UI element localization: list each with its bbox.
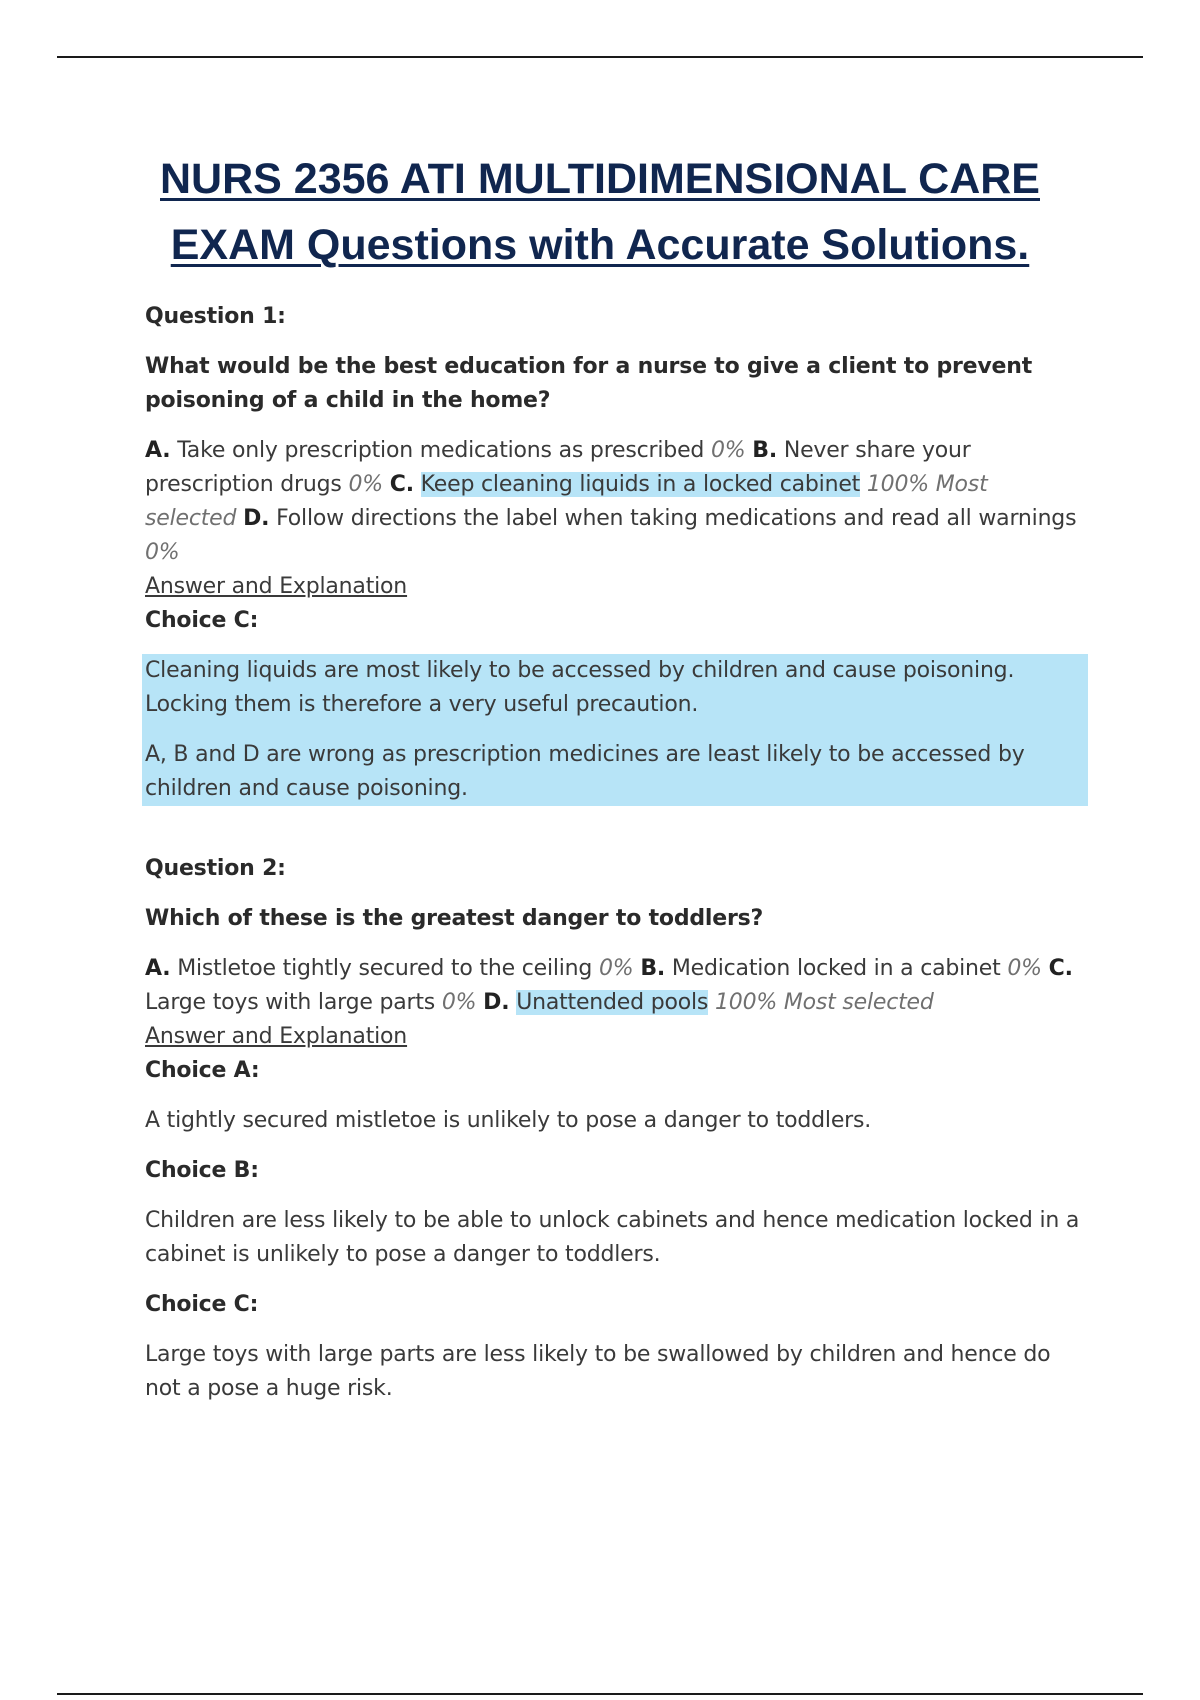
option-a-percent: 0% xyxy=(599,956,634,981)
choice-c-label: Choice C: xyxy=(145,1292,259,1317)
bottom-rule xyxy=(57,1693,1143,1695)
option-b-letter: B. xyxy=(640,956,666,981)
option-d-text: Unattended pools xyxy=(516,990,709,1015)
option-b-letter: B. xyxy=(752,438,778,463)
option-c-text: Keep cleaning liquids in a locked cabinet xyxy=(420,472,861,497)
option-b-text: Never share your prescription drugs xyxy=(145,438,971,497)
option-a-text: Take only prescription medications as prescribed xyxy=(177,438,705,463)
choice-b-label: Choice B: xyxy=(145,1158,259,1183)
choice-c-explanation: Large toys with large parts are less likely to be swallowed by children and hence do not a pose a huge risk. xyxy=(145,1342,1051,1401)
option-a-letter: A. xyxy=(145,956,171,981)
document-body xyxy=(145,300,1085,1422)
option-d-percent: 0% xyxy=(145,540,180,565)
choice-b-explanation: Children are less likely to be able to unlock cabinets and hence medication locked in a cabinet is unlikely to pose a danger to toddlers. xyxy=(145,1208,1080,1267)
explanation-paragraph: Cleaning liquids are most likely to be accessed by children and cause poisoning. Locking them is therefore a very useful precaution. xyxy=(145,658,1015,717)
document-title xyxy=(100,146,1100,278)
question-1-options xyxy=(145,434,1085,570)
question-1-label: Question 1: xyxy=(145,304,286,329)
top-rule xyxy=(57,56,1143,58)
option-a-letter: A. xyxy=(145,438,171,463)
option-c-text: Large toys with large parts xyxy=(145,990,436,1015)
explanation-box xyxy=(142,654,1088,806)
choice-a-label: Choice A: xyxy=(145,1058,260,1083)
option-d-percent: 100% Most selected xyxy=(714,990,934,1015)
option-d-text: Follow directions the label when taking medications and read all warnings xyxy=(276,506,1077,531)
question-1-text: What would be the best education for a nurse to give a client to prevent poisoning of a child in the home? xyxy=(145,354,1033,413)
question-2-text: Which of these is the greatest danger to toddlers? xyxy=(145,906,764,931)
title-line-2: EXAM Questions with Accurate Solutions. xyxy=(170,221,1030,269)
choice-a-explanation: A tightly secured mistletoe is unlikely to pose a danger to toddlers. xyxy=(145,1108,872,1133)
option-d-letter: D. xyxy=(243,506,270,531)
option-a-text: Mistletoe tightly secured to the ceiling xyxy=(177,956,593,981)
question-2-options xyxy=(145,952,1085,1020)
explanation-paragraph: A, B and D are wrong as prescription medicines are least likely to be accessed by children and cause poisoning. xyxy=(145,742,1025,801)
option-b-percent: 0% xyxy=(1007,956,1042,981)
option-c-percent: 100% Most selected xyxy=(145,472,988,531)
answer-explanation-link[interactable]: Answer and Explanation xyxy=(145,1024,408,1049)
option-b-percent: 0% xyxy=(348,472,383,497)
option-c-letter: C. xyxy=(1048,956,1073,981)
option-a-percent: 0% xyxy=(710,438,746,463)
option-c-letter: C. xyxy=(389,472,414,497)
answer-explanation-link[interactable]: Answer and Explanation xyxy=(145,574,408,599)
option-c-percent: 0% xyxy=(441,990,477,1015)
title-line-1: NURS 2356 ATI MULTIDIMENSIONAL CARE xyxy=(160,155,1040,203)
question-2-label: Question 2: xyxy=(145,856,286,881)
option-b-text: Medication locked in a cabinet xyxy=(671,956,1001,981)
choice-c-label: Choice C: xyxy=(145,608,259,633)
option-d-letter: D. xyxy=(483,990,510,1015)
